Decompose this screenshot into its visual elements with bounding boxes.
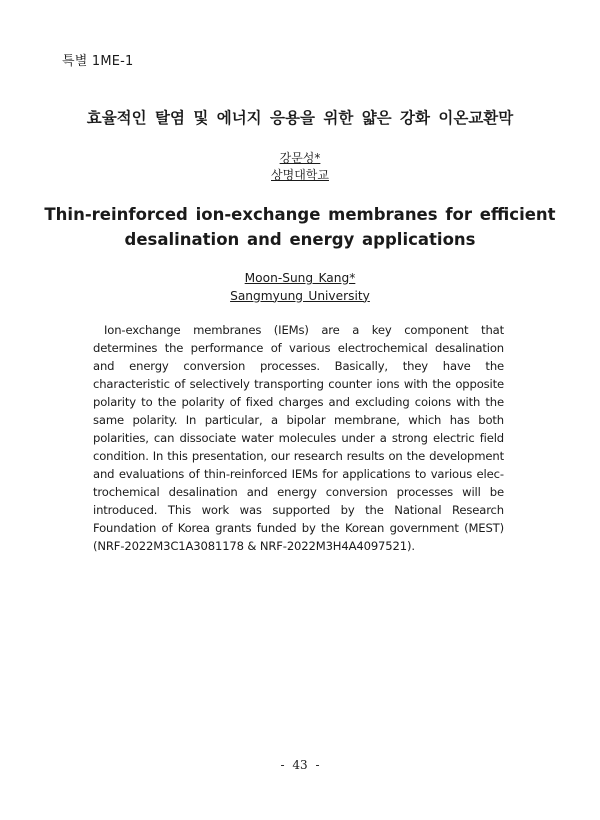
english-title bbox=[40, 203, 560, 252]
korean-author-block bbox=[0, 150, 600, 184]
korean-author: 강문성* bbox=[279, 151, 321, 165]
english-affiliation: Sangmyung University bbox=[230, 288, 370, 303]
english-author: Moon-Sung Kang* bbox=[244, 271, 356, 285]
english-title-line-1: Thin-reinforced ion-exchange membranes for efficient bbox=[44, 205, 556, 224]
korean-affiliation: 상명대학교 bbox=[271, 168, 329, 182]
page-number: - 43 - bbox=[280, 758, 320, 772]
session-code: 특별 1ME-1 bbox=[62, 54, 134, 69]
english-title-line-2: desalination and energy applications bbox=[124, 229, 476, 249]
abstract-body: Ion-exchange membranes (IEMs) are a key component that determines the performance of various electrochemical desalination and energy conversion processes. Basically, they have the characteristic of selectively transporting counter ions with the opposite polarity to the polarity of fixed charges and excluding coions with the same polarity. In particular, a bipolar membrane, which has both polarities, can dissociate water molecules under a strong electric field condition. In this presentation, our research results on the development and evaluations of thin-reinforced IEMs for applications to various electrochemical desalination and energy conversion processes will be introduced. This work was supported by the National Research Foundation of Korea grants funded by the Korean government (MEST) (NRF-2022M3C1A3081178 & NRF-2022M3H4A4097521). bbox=[93, 323, 504, 553]
korean-title: 효율적인 탈염 및 에너지 응용을 위한 얇은 강화 이온교환막 bbox=[86, 109, 514, 127]
english-author-block bbox=[0, 270, 600, 305]
